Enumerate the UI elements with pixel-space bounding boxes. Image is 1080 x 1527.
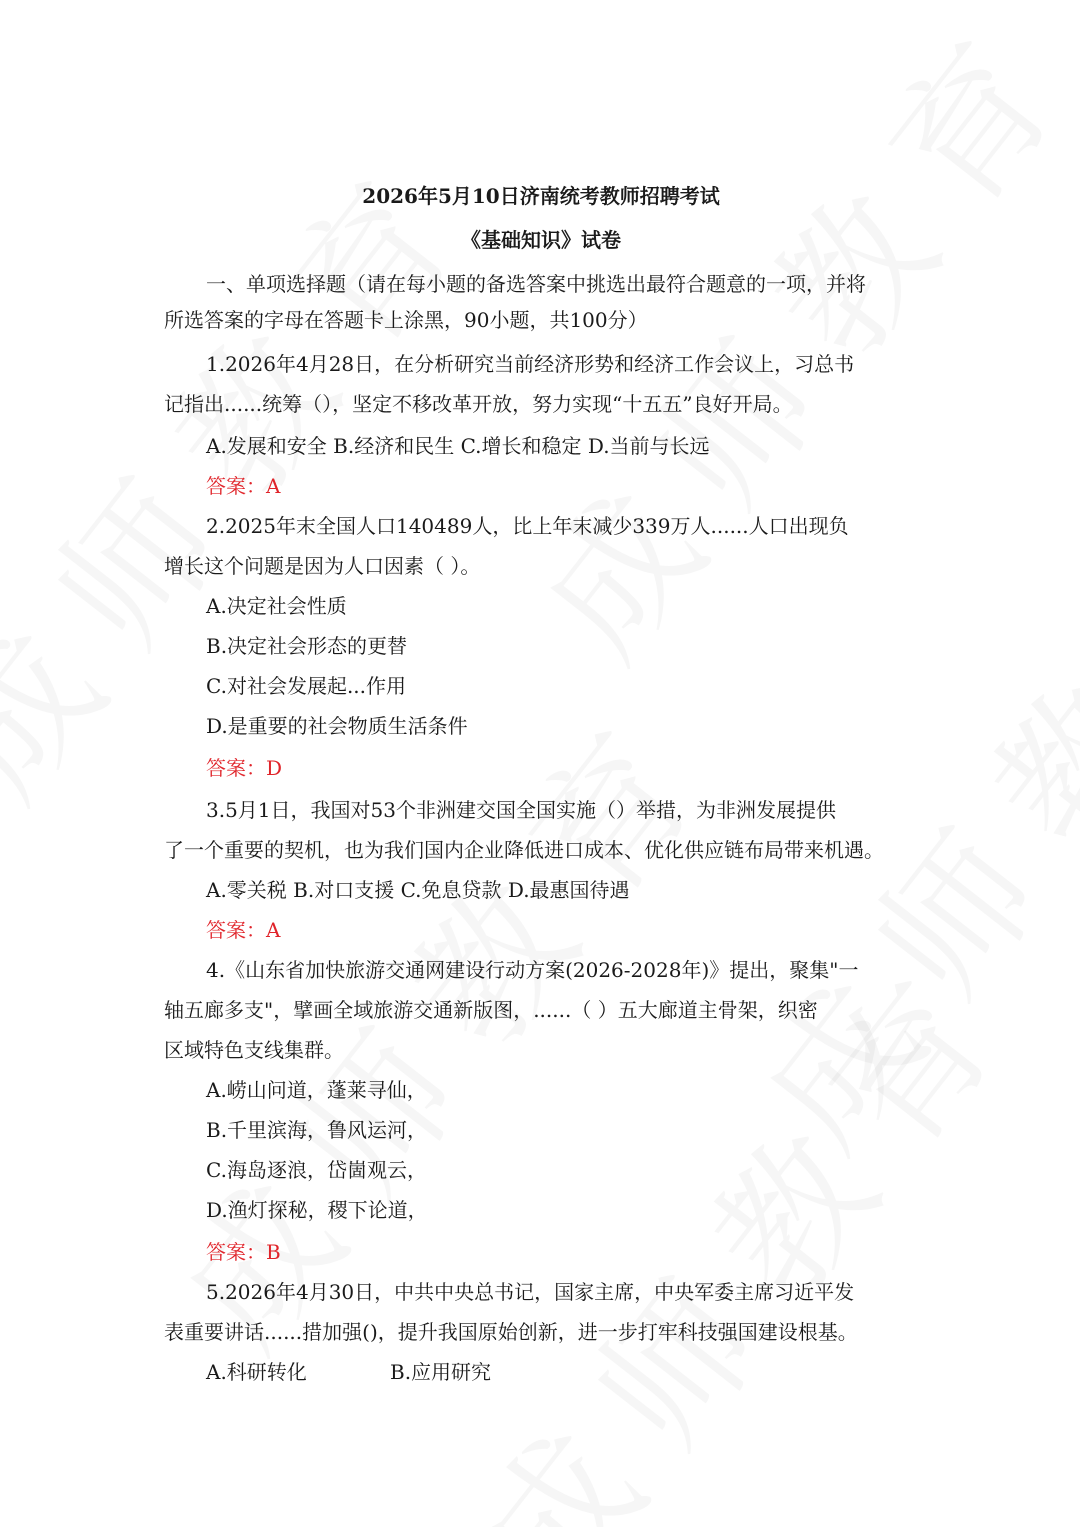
question-4-option-c: C.海岛逐浪，岱崮观云， (206, 1158, 427, 1182)
page-title: 2026年5月10日济南统考教师招聘考试 (362, 184, 720, 208)
question-2-option-b: B.决定社会形态的更替 (206, 634, 408, 658)
question-4-line2: 轴五廊多支"，擘画全域旅游交通新版图，......（ ）五大廊道主骨架，织密 (164, 998, 818, 1022)
question-2-option-d: D.是重要的社会物质生活条件 (206, 714, 468, 738)
question-5-option-a: A.科研转化 (206, 1360, 307, 1384)
section-instruction-line2: 所选答案的字母在答题卡上涂黑，90小题，共100分） (164, 308, 648, 332)
watermark-text (480, 0, 1080, 693)
question-4-option-b: B.千里滨海，鲁风运河， (206, 1118, 428, 1142)
question-3-options: A.零关税 B.对口支援 C.免息贷款 D.最惠国待遇 (206, 878, 630, 902)
question-3-line1: 3.5月1日，我国对53个非洲建交国全国实施（）举措，为非洲发展提供 (206, 798, 836, 822)
question-4-answer: 答案：B (206, 1240, 281, 1264)
question-1-answer: 答案：A (206, 474, 281, 498)
question-1-line2: 记指出......统筹（），坚定不移改革开放，努力实现“十五五”良好开局。 (164, 392, 793, 416)
page-subtitle: 《基础知识》试卷 (461, 228, 621, 252)
question-2-answer: 答案：D (206, 756, 283, 780)
question-2-line2: 增长这个问题是因为人口因素（ ）。 (164, 554, 481, 578)
question-1-line1: 1.2026年4月28日，在分析研究当前经济形势和经济工作会议上，习总书 (206, 352, 855, 376)
question-1-options: A.发展和安全 B.经济和民生 C.增长和稳定 D.当前与长远 (206, 434, 710, 458)
question-5-option-b: B.应用研究 (390, 1360, 492, 1384)
question-4-option-a: A.崂山问道，蓬莱寻仙， (206, 1078, 427, 1102)
question-4-line3: 区域特色支线集群。 (164, 1038, 344, 1062)
question-2-option-c: C.对社会发展起...作用 (206, 674, 407, 698)
question-4-line1: 4.《山东省加快旅游交通网建设行动方案(2026-2028年)》提出，聚集"一 (206, 958, 859, 982)
question-3-answer: 答案：A (206, 918, 281, 942)
question-5-line1: 5.2026年4月30日，中共中央总书记，国家主席，中央军委主席习近平发 (206, 1280, 855, 1304)
question-5-line2: 表重要讲话......措加强()，提升我国原始创新，进一步打牢科技强国建设根基。 (164, 1320, 858, 1344)
question-2-line1: 2.2025年末全国人口140489人，比上年末减少339万人......人口出现负 (206, 514, 849, 538)
question-3-line2: 了一个重要的契机，也为我们国内企业降低进口成本、优化供应链布局带来机遇。 (164, 838, 884, 862)
question-2-option-a: A.决定社会性质 (206, 594, 347, 618)
section-instruction-line1: 一、单项选择题（请在每小题的备选答案中挑选出最符合题意的一项，并将 (206, 272, 866, 296)
question-4-option-d: D.渔灯探秘，稷下论道， (206, 1198, 428, 1222)
